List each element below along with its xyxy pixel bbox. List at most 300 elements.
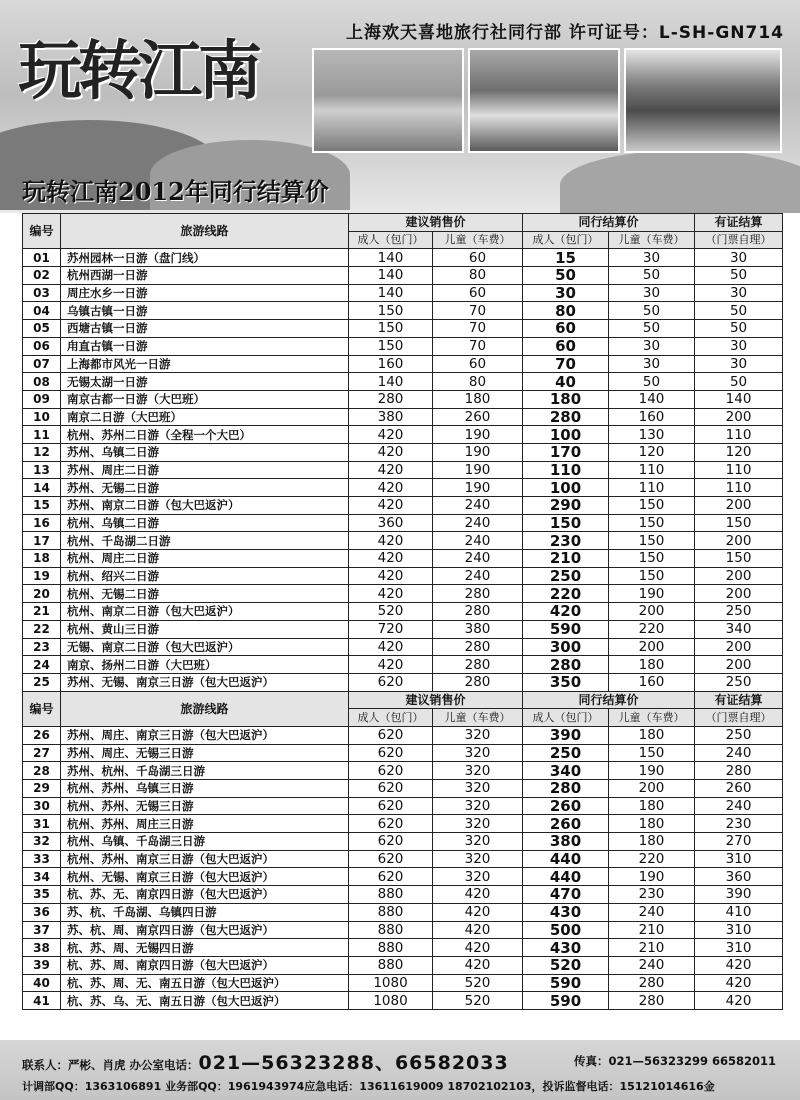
row-route: 杭、苏、周、南京四日游（包大巴返沪） xyxy=(61,956,349,974)
row-peer-adult: 100 xyxy=(523,426,609,444)
row-route: 杭州、苏州、无锡三日游 xyxy=(61,797,349,815)
row-suggest-child: 320 xyxy=(433,833,523,851)
table-row xyxy=(23,603,783,621)
row-suggest-adult: 1080 xyxy=(349,974,433,992)
row-peer-adult: 500 xyxy=(523,921,609,939)
row-cert: 120 xyxy=(695,443,783,461)
row-suggest-child: 320 xyxy=(433,744,523,762)
row-suggest-child: 60 xyxy=(433,355,523,373)
price-table xyxy=(22,213,782,1010)
row-suggest-adult: 150 xyxy=(349,302,433,320)
row-suggest-child: 320 xyxy=(433,780,523,798)
contact-label: 联系人：严彬、肖虎 办公室电话： xyxy=(22,1058,199,1072)
row-suggest-child: 260 xyxy=(433,408,523,426)
row-peer-child: 160 xyxy=(609,408,695,426)
row-no: 33 xyxy=(23,850,61,868)
agency-license: 上海欢天喜地旅行社同行部 许可证号：L-SH-GN714 xyxy=(346,23,784,43)
row-suggest-child: 190 xyxy=(433,443,523,461)
row-suggest-child: 320 xyxy=(433,815,523,833)
row-suggest-adult: 620 xyxy=(349,833,433,851)
row-suggest-adult: 620 xyxy=(349,868,433,886)
row-peer-child: 150 xyxy=(609,744,695,762)
table-row xyxy=(23,726,783,744)
row-route: 杭州、乌镇二日游 xyxy=(61,514,349,532)
row-route: 甪直古镇一日游 xyxy=(61,337,349,355)
row-peer-child: 240 xyxy=(609,903,695,921)
col-cert-sub: （门票自理） xyxy=(695,709,783,727)
col-adult: 成人（包门） xyxy=(349,709,433,727)
table-row xyxy=(23,479,783,497)
row-peer-adult: 390 xyxy=(523,726,609,744)
photo-water-town xyxy=(468,48,620,153)
row-cert: 260 xyxy=(695,780,783,798)
table-row xyxy=(23,497,783,515)
row-peer-adult: 520 xyxy=(523,956,609,974)
row-peer-adult: 230 xyxy=(523,532,609,550)
row-cert: 340 xyxy=(695,620,783,638)
row-cert: 200 xyxy=(695,585,783,603)
table-row xyxy=(23,550,783,568)
table-row xyxy=(23,426,783,444)
row-peer-child: 30 xyxy=(609,249,695,267)
table-row xyxy=(23,408,783,426)
row-cert: 310 xyxy=(695,921,783,939)
table-row xyxy=(23,903,783,921)
row-peer-adult: 260 xyxy=(523,815,609,833)
table-row xyxy=(23,833,783,851)
row-no: 07 xyxy=(23,355,61,373)
fax-number: 传真：021—56323299 66582011 xyxy=(574,1054,777,1068)
table-header-a xyxy=(23,214,783,232)
row-cert: 200 xyxy=(695,532,783,550)
row-peer-child: 130 xyxy=(609,426,695,444)
row-peer-child: 180 xyxy=(609,797,695,815)
table-row xyxy=(23,921,783,939)
row-suggest-child: 320 xyxy=(433,850,523,868)
row-suggest-child: 420 xyxy=(433,921,523,939)
row-suggest-child: 420 xyxy=(433,886,523,904)
col-route: 旅游线路 xyxy=(61,214,349,249)
col-child: 儿童（车费） xyxy=(609,709,695,727)
row-suggest-child: 70 xyxy=(433,337,523,355)
table-row xyxy=(23,992,783,1010)
row-no: 04 xyxy=(23,302,61,320)
row-suggest-child: 240 xyxy=(433,514,523,532)
row-suggest-adult: 420 xyxy=(349,443,433,461)
row-suggest-child: 240 xyxy=(433,550,523,568)
row-suggest-child: 280 xyxy=(433,673,523,691)
row-route: 杭、苏、无、南京四日游（包大巴返沪） xyxy=(61,886,349,904)
col-no: 编号 xyxy=(23,214,61,249)
row-suggest-adult: 160 xyxy=(349,355,433,373)
row-peer-child: 150 xyxy=(609,550,695,568)
col-child: 儿童（车费） xyxy=(609,231,695,249)
row-route: 南京、扬州二日游（大巴班） xyxy=(61,656,349,674)
table-row xyxy=(23,302,783,320)
row-peer-child: 190 xyxy=(609,762,695,780)
row-suggest-adult: 880 xyxy=(349,921,433,939)
row-peer-child: 50 xyxy=(609,320,695,338)
row-suggest-adult: 150 xyxy=(349,320,433,338)
table-row xyxy=(23,337,783,355)
row-suggest-child: 240 xyxy=(433,567,523,585)
row-peer-child: 200 xyxy=(609,638,695,656)
row-no: 02 xyxy=(23,267,61,285)
row-no: 14 xyxy=(23,479,61,497)
row-suggest-adult: 280 xyxy=(349,390,433,408)
row-peer-adult: 50 xyxy=(523,267,609,285)
row-peer-child: 220 xyxy=(609,620,695,638)
row-suggest-child: 180 xyxy=(433,390,523,408)
row-route: 杭州、无锡、南京三日游（包大巴返沪） xyxy=(61,868,349,886)
table-row xyxy=(23,320,783,338)
row-peer-child: 30 xyxy=(609,355,695,373)
row-route: 苏、杭、周、南京四日游（包大巴返沪） xyxy=(61,921,349,939)
row-cert: 240 xyxy=(695,797,783,815)
row-cert: 250 xyxy=(695,673,783,691)
row-suggest-child: 520 xyxy=(433,974,523,992)
row-route: 苏州、周庄二日游 xyxy=(61,461,349,479)
row-route: 杭州、苏州、乌镇三日游 xyxy=(61,780,349,798)
row-no: 21 xyxy=(23,603,61,621)
row-route: 南京二日游（大巴班） xyxy=(61,408,349,426)
row-no: 06 xyxy=(23,337,61,355)
row-cert: 410 xyxy=(695,903,783,921)
row-route: 苏、杭、千岛湖、乌镇四日游 xyxy=(61,903,349,921)
row-cert: 280 xyxy=(695,762,783,780)
table-row xyxy=(23,249,783,267)
row-peer-child: 150 xyxy=(609,532,695,550)
row-suggest-adult: 620 xyxy=(349,797,433,815)
row-no: 25 xyxy=(23,673,61,691)
row-suggest-child: 240 xyxy=(433,532,523,550)
row-peer-adult: 170 xyxy=(523,443,609,461)
col-cert: 有证结算 xyxy=(695,214,783,232)
table-row xyxy=(23,443,783,461)
row-route: 杭州、无锡二日游 xyxy=(61,585,349,603)
row-suggest-adult: 380 xyxy=(349,408,433,426)
table-row xyxy=(23,567,783,585)
row-no: 13 xyxy=(23,461,61,479)
row-cert: 420 xyxy=(695,974,783,992)
row-peer-adult: 300 xyxy=(523,638,609,656)
row-suggest-adult: 880 xyxy=(349,939,433,957)
row-route: 苏州、无锡二日游 xyxy=(61,479,349,497)
table-row xyxy=(23,762,783,780)
row-suggest-adult: 420 xyxy=(349,638,433,656)
row-route: 杭州、苏州、周庄三日游 xyxy=(61,815,349,833)
row-suggest-child: 280 xyxy=(433,603,523,621)
row-no: 23 xyxy=(23,638,61,656)
table-row xyxy=(23,868,783,886)
row-no: 30 xyxy=(23,797,61,815)
table-row xyxy=(23,850,783,868)
row-peer-adult: 40 xyxy=(523,373,609,391)
photo-canal xyxy=(624,48,782,153)
row-suggest-adult: 420 xyxy=(349,532,433,550)
row-suggest-adult: 620 xyxy=(349,762,433,780)
row-suggest-child: 80 xyxy=(433,373,523,391)
row-peer-adult: 180 xyxy=(523,390,609,408)
row-no: 40 xyxy=(23,974,61,992)
row-peer-child: 180 xyxy=(609,815,695,833)
row-peer-adult: 60 xyxy=(523,320,609,338)
row-cert: 30 xyxy=(695,284,783,302)
row-peer-adult: 590 xyxy=(523,974,609,992)
row-no: 39 xyxy=(23,956,61,974)
row-peer-adult: 110 xyxy=(523,461,609,479)
row-no: 03 xyxy=(23,284,61,302)
col-suggest: 建议销售价 xyxy=(349,214,523,232)
col-peer: 同行结算价 xyxy=(523,214,695,232)
row-route: 苏州、杭州、千岛湖三日游 xyxy=(61,762,349,780)
photo-west-lake xyxy=(312,48,464,153)
row-cert: 240 xyxy=(695,744,783,762)
row-suggest-adult: 620 xyxy=(349,850,433,868)
table-row xyxy=(23,390,783,408)
col-adult: 成人（包门） xyxy=(523,709,609,727)
row-suggest-child: 60 xyxy=(433,284,523,302)
col-peer: 同行结算价 xyxy=(523,691,695,709)
row-route: 苏州、周庄、南京三日游（包大巴返沪） xyxy=(61,726,349,744)
row-peer-adult: 260 xyxy=(523,797,609,815)
row-route: 无锡太湖一日游 xyxy=(61,373,349,391)
row-suggest-child: 190 xyxy=(433,479,523,497)
row-suggest-child: 190 xyxy=(433,461,523,479)
row-route: 杭州、千岛湖二日游 xyxy=(61,532,349,550)
table-row xyxy=(23,585,783,603)
row-peer-child: 110 xyxy=(609,479,695,497)
row-peer-child: 280 xyxy=(609,992,695,1010)
row-no: 16 xyxy=(23,514,61,532)
row-route: 杭州、南京二日游（包大巴返沪） xyxy=(61,603,349,621)
row-route: 周庄水乡一日游 xyxy=(61,284,349,302)
col-suggest: 建议销售价 xyxy=(349,691,523,709)
row-no: 18 xyxy=(23,550,61,568)
footer xyxy=(0,1040,800,1100)
row-peer-adult: 470 xyxy=(523,886,609,904)
row-peer-child: 210 xyxy=(609,939,695,957)
row-suggest-child: 520 xyxy=(433,992,523,1010)
row-route: 上海都市风光一日游 xyxy=(61,355,349,373)
row-no: 32 xyxy=(23,833,61,851)
row-no: 17 xyxy=(23,532,61,550)
row-suggest-adult: 620 xyxy=(349,726,433,744)
row-no: 31 xyxy=(23,815,61,833)
row-cert: 140 xyxy=(695,390,783,408)
col-child: 儿童（车费） xyxy=(433,709,523,727)
table-header-b xyxy=(23,691,783,709)
table-row xyxy=(23,620,783,638)
row-suggest-child: 70 xyxy=(433,320,523,338)
table-row xyxy=(23,956,783,974)
row-suggest-child: 380 xyxy=(433,620,523,638)
row-peer-adult: 150 xyxy=(523,514,609,532)
row-peer-child: 180 xyxy=(609,833,695,851)
col-cert: 有证结算 xyxy=(695,691,783,709)
row-cert: 30 xyxy=(695,355,783,373)
row-peer-adult: 590 xyxy=(523,992,609,1010)
row-cert: 360 xyxy=(695,868,783,886)
row-route: 杭州、周庄二日游 xyxy=(61,550,349,568)
row-peer-adult: 590 xyxy=(523,620,609,638)
row-peer-adult: 30 xyxy=(523,284,609,302)
row-suggest-adult: 420 xyxy=(349,550,433,568)
row-peer-child: 120 xyxy=(609,443,695,461)
row-suggest-adult: 1080 xyxy=(349,992,433,1010)
row-no: 22 xyxy=(23,620,61,638)
row-no: 26 xyxy=(23,726,61,744)
row-cert: 110 xyxy=(695,461,783,479)
row-cert: 30 xyxy=(695,249,783,267)
row-peer-adult: 430 xyxy=(523,903,609,921)
row-suggest-child: 80 xyxy=(433,267,523,285)
row-cert: 230 xyxy=(695,815,783,833)
row-suggest-adult: 620 xyxy=(349,673,433,691)
row-route: 杭州西湖一日游 xyxy=(61,267,349,285)
row-no: 37 xyxy=(23,921,61,939)
row-no: 11 xyxy=(23,426,61,444)
row-peer-child: 210 xyxy=(609,921,695,939)
row-suggest-child: 320 xyxy=(433,762,523,780)
row-peer-child: 180 xyxy=(609,656,695,674)
row-suggest-adult: 420 xyxy=(349,479,433,497)
row-no: 24 xyxy=(23,656,61,674)
row-cert: 200 xyxy=(695,408,783,426)
row-route: 杭州、苏州二日游（全程一个大巴） xyxy=(61,426,349,444)
row-no: 28 xyxy=(23,762,61,780)
row-peer-adult: 250 xyxy=(523,744,609,762)
row-no: 05 xyxy=(23,320,61,338)
row-no: 35 xyxy=(23,886,61,904)
row-peer-adult: 220 xyxy=(523,585,609,603)
row-suggest-child: 280 xyxy=(433,585,523,603)
row-no: 41 xyxy=(23,992,61,1010)
table-row xyxy=(23,939,783,957)
row-route: 杭州、绍兴二日游 xyxy=(61,567,349,585)
row-suggest-child: 240 xyxy=(433,497,523,515)
row-peer-adult: 280 xyxy=(523,656,609,674)
row-suggest-child: 320 xyxy=(433,726,523,744)
page-title: 玩转江南2012年同行结算价 xyxy=(22,177,329,206)
col-adult: 成人（包门） xyxy=(349,231,433,249)
table-row xyxy=(23,673,783,691)
row-suggest-child: 420 xyxy=(433,939,523,957)
row-cert: 50 xyxy=(695,320,783,338)
row-peer-child: 150 xyxy=(609,567,695,585)
qq-hotline: 计调部QQ：1363106891 业务部QQ：1961943974应急电话：13611619009 18702102103，投诉监督电话：15121014616金 xyxy=(22,1080,715,1093)
row-suggest-adult: 140 xyxy=(349,373,433,391)
table-row xyxy=(23,886,783,904)
row-route: 杭州、乌镇、千岛湖三日游 xyxy=(61,833,349,851)
row-peer-child: 50 xyxy=(609,267,695,285)
row-route: 南京古都一日游（大巴班） xyxy=(61,390,349,408)
row-suggest-adult: 360 xyxy=(349,514,433,532)
row-route: 苏州、南京二日游（包大巴返沪） xyxy=(61,497,349,515)
row-peer-adult: 340 xyxy=(523,762,609,780)
row-suggest-adult: 880 xyxy=(349,956,433,974)
row-no: 15 xyxy=(23,497,61,515)
table-row xyxy=(23,355,783,373)
row-suggest-adult: 140 xyxy=(349,284,433,302)
row-cert: 110 xyxy=(695,426,783,444)
row-suggest-child: 280 xyxy=(433,656,523,674)
table-row xyxy=(23,284,783,302)
table-row xyxy=(23,267,783,285)
row-no: 12 xyxy=(23,443,61,461)
row-route: 无锡、南京二日游（包大巴返沪） xyxy=(61,638,349,656)
row-route: 杭州、苏州、南京三日游（包大巴返沪） xyxy=(61,850,349,868)
table-row xyxy=(23,780,783,798)
table-row xyxy=(23,797,783,815)
table-row xyxy=(23,744,783,762)
row-no: 01 xyxy=(23,249,61,267)
row-cert: 200 xyxy=(695,497,783,515)
row-cert: 310 xyxy=(695,939,783,957)
row-peer-adult: 420 xyxy=(523,603,609,621)
contact-line xyxy=(22,1048,777,1075)
row-suggest-adult: 420 xyxy=(349,585,433,603)
row-cert: 420 xyxy=(695,992,783,1010)
row-suggest-child: 320 xyxy=(433,868,523,886)
row-cert: 250 xyxy=(695,603,783,621)
row-peer-adult: 440 xyxy=(523,868,609,886)
table-row xyxy=(23,514,783,532)
row-suggest-adult: 140 xyxy=(349,249,433,267)
logo: 玩转江南 xyxy=(18,34,258,109)
office-phone: 021—56323288、66582033 xyxy=(198,1052,509,1074)
row-no: 36 xyxy=(23,903,61,921)
row-cert: 200 xyxy=(695,567,783,585)
row-suggest-adult: 140 xyxy=(349,267,433,285)
row-no: 34 xyxy=(23,868,61,886)
row-cert: 110 xyxy=(695,479,783,497)
table-row xyxy=(23,638,783,656)
row-cert: 270 xyxy=(695,833,783,851)
row-suggest-adult: 880 xyxy=(349,886,433,904)
row-no: 19 xyxy=(23,567,61,585)
table-row xyxy=(23,815,783,833)
col-route: 旅游线路 xyxy=(61,691,349,726)
row-peer-child: 200 xyxy=(609,780,695,798)
row-suggest-child: 420 xyxy=(433,903,523,921)
row-suggest-adult: 420 xyxy=(349,461,433,479)
row-no: 29 xyxy=(23,780,61,798)
row-no: 09 xyxy=(23,390,61,408)
row-peer-adult: 100 xyxy=(523,479,609,497)
row-suggest-child: 420 xyxy=(433,956,523,974)
row-peer-adult: 290 xyxy=(523,497,609,515)
row-peer-adult: 210 xyxy=(523,550,609,568)
row-peer-adult: 430 xyxy=(523,939,609,957)
row-cert: 50 xyxy=(695,302,783,320)
row-route: 杭、苏、周、无、南五日游（包大巴返沪） xyxy=(61,974,349,992)
col-child: 儿童（车费） xyxy=(433,231,523,249)
row-no: 38 xyxy=(23,939,61,957)
col-no: 编号 xyxy=(23,691,61,726)
row-no: 20 xyxy=(23,585,61,603)
row-suggest-adult: 620 xyxy=(349,744,433,762)
row-peer-child: 50 xyxy=(609,373,695,391)
col-adult: 成人（包门） xyxy=(523,231,609,249)
row-peer-adult: 15 xyxy=(523,249,609,267)
header-banner xyxy=(0,0,800,213)
row-cert: 50 xyxy=(695,267,783,285)
row-suggest-adult: 620 xyxy=(349,780,433,798)
row-suggest-adult: 150 xyxy=(349,337,433,355)
row-cert: 250 xyxy=(695,726,783,744)
row-peer-adult: 350 xyxy=(523,673,609,691)
